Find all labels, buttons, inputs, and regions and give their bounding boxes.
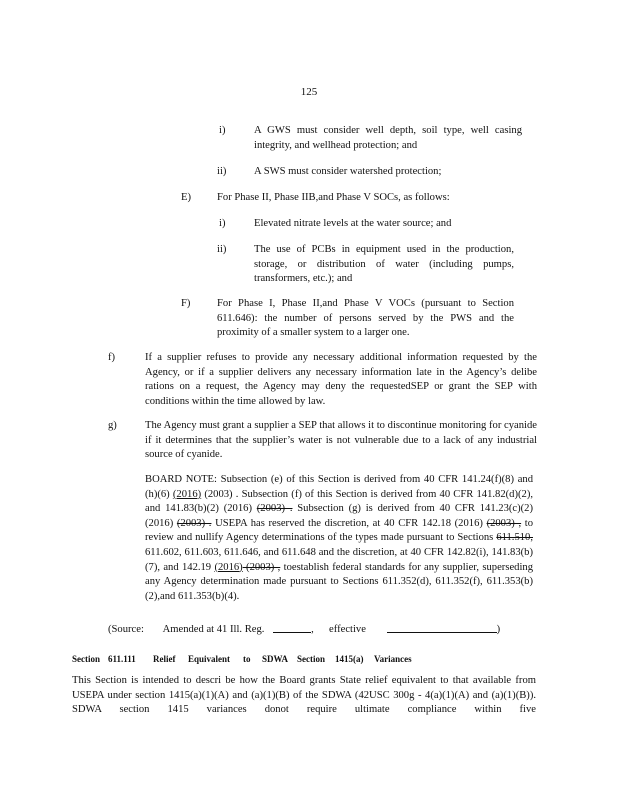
heading-word: Variances xyxy=(374,654,412,664)
board-note-text: (2003) . Subsection (f) of this Section is derived from 40 CFR 141.82(d)(2), and 141.83(b)(2) (2016) xyxy=(145,488,533,515)
item-marker-ii-pcbs: ii) xyxy=(217,244,227,255)
item-text-nitrate: Elevated nitrate levels at the water source; and xyxy=(254,218,452,229)
item-marker-F: F) xyxy=(181,298,191,309)
struck-text: (2003) . xyxy=(256,503,293,515)
item-text-phase-i-vocs: For Phase I, Phase II,and Phase V VOCs (pursuant to Section 611.646): the number of persons served by the PWS and the proximity of a smaller system to a larger one. xyxy=(217,298,514,339)
heading-section-number: 611.111 xyxy=(108,654,136,664)
item-text-phase-ii-socs: For Phase II, Phase IIB,and Phase V SOCs, as follows: xyxy=(217,192,450,203)
board-note-text: USEPA has reserved the discretion, at 40 CFR 142.18 (2016) xyxy=(211,517,487,529)
item-marker-E: E) xyxy=(181,192,191,203)
struck-text: (2003) , xyxy=(486,517,522,529)
inserted-text: (2016) xyxy=(172,488,202,500)
heading-word: to xyxy=(243,654,251,664)
struck-text: (2003) . xyxy=(176,517,212,529)
item-text-pcbs: The use of PCBs in equipment used in the production, storage, or distribution of water (including pumps, transformers, etc.); and xyxy=(254,244,514,285)
item-marker-g: g) xyxy=(108,420,117,431)
board-note-text: 611.602, 611.603, 611.646, and 611.648 and the discretion, at 40 CFR 142.82(i), 141.83(b)(7), and 142.19 xyxy=(145,546,533,573)
item-text-sws: A SWS must consider watershed protection; xyxy=(254,166,442,177)
heading-word: Section xyxy=(297,654,325,664)
item-marker-ii: ii) xyxy=(217,166,227,177)
heading-word: Relief xyxy=(153,654,176,664)
page-number: 125 xyxy=(300,86,318,98)
heading-word: Section xyxy=(72,654,100,664)
item-marker-i-nitrate: i) xyxy=(219,218,226,229)
item-marker-f: f) xyxy=(108,352,116,363)
effective-date-blank xyxy=(387,622,497,633)
board-note-text: to review and nullify Agency determinations of the types made pursuant to Sections xyxy=(145,517,533,544)
board-note xyxy=(145,473,533,604)
source-comma: , xyxy=(311,624,314,635)
struck-text: 611.510, xyxy=(496,532,533,544)
register-blank xyxy=(273,622,311,633)
heading-word: SDWA xyxy=(262,654,289,664)
source-amended: Amended at 41 Ill. Reg. xyxy=(162,624,265,635)
heading-word: 1415(a) xyxy=(335,654,364,664)
source-label: (Source: xyxy=(108,624,144,635)
item-marker-i: i) xyxy=(219,125,226,136)
item-text-supplier-refuses: If a supplier refuses to provide any necessary additional information requested by the Agency, or if a supplier delivers any necessary information late in the Agency’s delibe rations on a request, the Agency may deny the requestedSEP or grant the SEP with conditions within the time allowed by law. xyxy=(145,352,537,407)
item-text-cyanide: The Agency must grant a supplier a SEP that allows it to discontinue monitoring for cyanide if it determines that the supplier’s water is not vulnerable due to a lack of any industrial source of cyanide. xyxy=(145,420,537,461)
board-note-text: BOARD NOTE: Subsection (e) of this Section is derived from 40 CFR 141.24(f)(8) and (h)(6) xyxy=(145,474,533,500)
item-text-gws: A GWS must consider well depth, soil type, well casing integrity, and wellhead protection; and xyxy=(254,125,522,151)
source-note xyxy=(108,622,500,638)
heading-word: Equivalent xyxy=(188,654,231,664)
section-intro-paragraph: This Section is intended to descri be how the Board grants State relief equivalent to that available from USEPA under section 1415(a)(1)(A) and (a)(1)(B) of the SDWA (42USC 300g - 4(a)(1)(A) and (a)(1)(B)). SDWA section 1415 variances donot require ultimate compliance within five xyxy=(72,675,536,716)
inserted-text: (2016) xyxy=(214,561,243,573)
section-heading xyxy=(72,652,552,667)
source-close: ) xyxy=(496,624,501,635)
source-effective: effective xyxy=(329,624,366,635)
board-note-text: Subsection (g) is derived from 40 CFR 141.23(c)(2) (2016) xyxy=(145,503,533,529)
board-note-text: toestablish federal standards for any supplier, superseding any Agency determination made pursuant to Sections 611.352(d), 611.352(f), 611.353(b)(2),and 611.353(b)(4). xyxy=(145,561,533,602)
struck-text: (2003) , xyxy=(242,561,281,573)
